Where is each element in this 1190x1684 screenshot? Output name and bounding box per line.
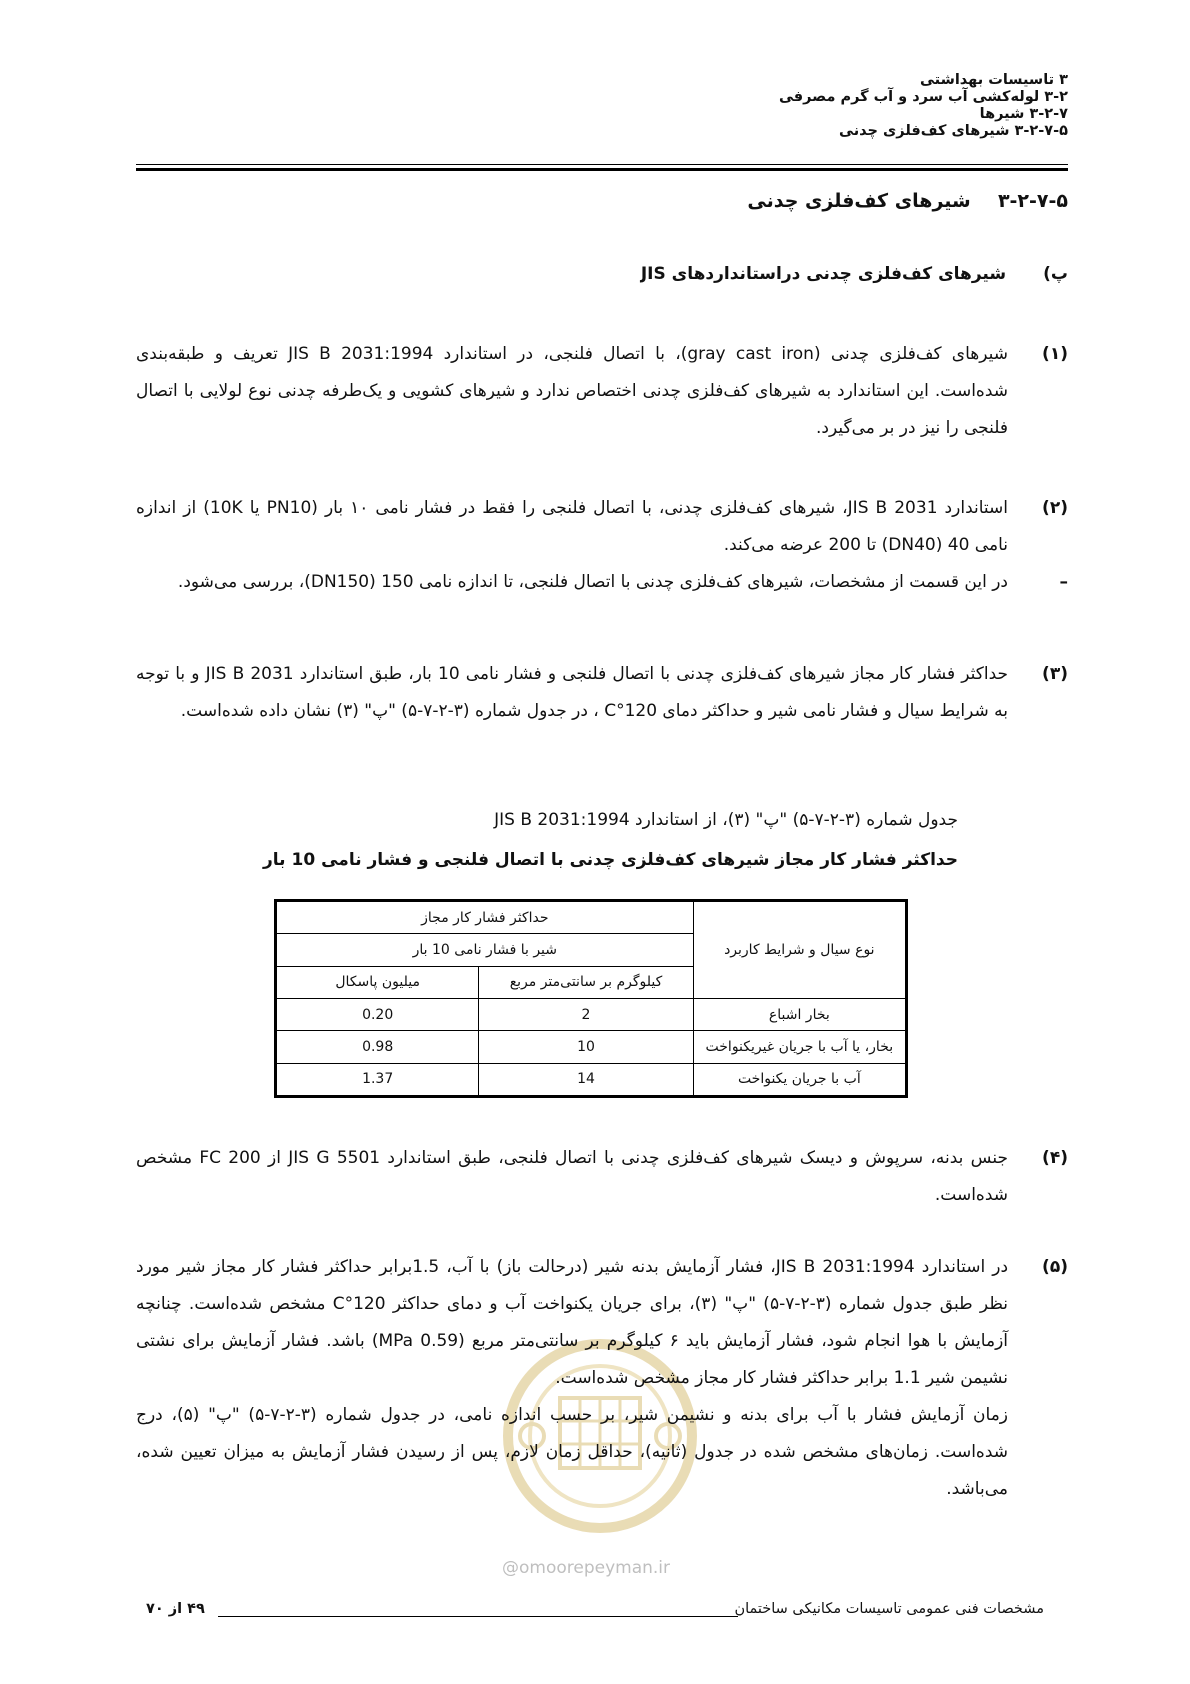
section-title: شیرهای کف‌فلزی چدنی — [747, 190, 971, 212]
pressure-table — [274, 899, 908, 1098]
paragraph-3-number: (۳) — [1042, 664, 1068, 684]
paragraph-1-number: (۱) — [1042, 344, 1068, 364]
dash-item — [136, 564, 1068, 601]
cell-condition: بخار، یا آب با جریان غیریکنواخت — [693, 1031, 906, 1063]
running-header — [468, 72, 1068, 140]
paragraph-3-text: حداکثر فشار کار مجاز شیرهای کف‌فلزی چدنی با اتصال فلنجی و فشار نامی 10 بار، طبق استاندارد JIS B 2031 و با توجه به شرایط سیال و فشار نامی شیر و حداکثر دمای 120°C ، در جدول شماره (۳-۲-۷-۵) "پ" (۳) نشان داده شده‌است. — [136, 664, 1009, 721]
header-condition: نوع سیال و شرایط کاربرد — [693, 901, 906, 999]
header-mpa: میلیون پاسکال — [276, 966, 479, 998]
watermark-site: @omoorepeyman.ir — [502, 1558, 671, 1578]
subsection-heading — [168, 264, 1068, 284]
subsection-title: شیرهای کف‌فلزی چدنی دراستانداردهای JIS — [640, 264, 1007, 284]
table-row — [276, 1063, 907, 1096]
footer-doc-title: مشخصات فنی عمومی تاسیسات مکانیکی ساختمان — [734, 1601, 1044, 1617]
cell-condition: بخار اشباع — [693, 998, 906, 1030]
table-caption: جدول شماره (۳-۲-۷-۵) "پ" (۳)، از استاندارد JIS B 2031:1994 — [494, 810, 958, 830]
cell-mpa: 1.37 — [276, 1063, 479, 1096]
table-row — [276, 1031, 907, 1063]
header-line-4: ۳-۲-۷-۵ شیرهای کف‌فلزی چدنی — [839, 123, 1068, 139]
paragraph-1-text: شیرهای کف‌فلزی چدنی (gray cast iron)، با اتصال فلنجی، در استاندارد JIS B 2031:1994 تعریف و طبقه‌بندی شده‌است. این استاندارد به شیرهای کف‌فلزی چدنی اختصاص ندارد و شیرهای کشویی و یک‌طرفه چدنی نوع لولایی با اتصال فلنجی را نیز در بر می‌گیرد. — [136, 344, 1009, 438]
paragraph-4 — [136, 1140, 1068, 1214]
cell-mpa: 0.20 — [276, 998, 479, 1030]
paragraph-5-number: (۵) — [1042, 1257, 1068, 1277]
paragraph-4-number: (۴) — [1042, 1148, 1068, 1168]
table-row — [276, 998, 907, 1030]
paragraph-2-number: (۲) — [1042, 498, 1068, 518]
header-max-pressure: حداکثر فشار کار مجاز — [276, 901, 694, 934]
paragraph-5-text-a: در استاندارد JIS B 2031:1994، فشار آزمایش بدنه شیر (درحالت باز) با آب، 1.5برابر حداکثر فشار کار مجاز شیر مورد نظر طبق جدول شماره (۳-۲-۷-۵) "پ" (۳)، برای جریان یکنواخت آب و دمای حداکثر 120°C مشخص شده‌است. چنانچه آزمایش با هوا انجام شود، فشار آزمایش باید ۶ کیلوگرم بر سانتی‌متر مربع (0.59 MPa) باشد. فشار آزمایش برای نشتی نشیمن شیر 1.1 برابر حداکثر فشار کار مجاز مشخص شده‌است. — [136, 1257, 1009, 1388]
section-heading — [747, 190, 1068, 212]
paragraph-2 — [136, 490, 1068, 564]
paragraph-5 — [136, 1249, 1068, 1508]
header-rule-thick — [136, 168, 1068, 171]
dash-mark: – — [1059, 572, 1068, 592]
cell-kg: 10 — [479, 1031, 693, 1063]
cell-condition: آب با جریان یکنواخت — [693, 1063, 906, 1096]
header-line-2: ۳-۲ لوله‌کشی آب سرد و آب گرم مصرفی — [778, 89, 1068, 105]
header-rule-thin — [136, 164, 1068, 165]
cell-kg: 14 — [479, 1063, 693, 1096]
header-kg-per-cm2: کیلوگرم بر سانتی‌متر مربع — [479, 966, 693, 998]
header-line-3: ۳-۲-۷ شیرها — [979, 106, 1068, 122]
cell-mpa: 0.98 — [276, 1031, 479, 1063]
dash-item-text: در این قسمت از مشخصات، شیرهای کف‌فلزی چدنی با اتصال فلنجی، تا اندازه نامی 150 (DN150)، بررسی می‌شود. — [177, 572, 1008, 592]
header-nominal-pressure: شیر با فشار نامی 10 بار — [276, 934, 694, 966]
paragraph-3 — [136, 656, 1068, 730]
paragraph-4-text: جنس بدنه، سرپوش و دیسک شیرهای کف‌فلزی چدنی با اتصال فلنجی، طبق استاندارد JIS G 5501 از FC 200 مشخص شده‌است. — [136, 1148, 1008, 1205]
paragraph-5-text-b: زمان آزمایش فشار با آب برای بدنه و نشیمن شیر، بر حسب اندازه نامی، در جدول شماره (۳-۲-۷-۵) "پ" (۵)، درج شده‌است. زمان‌های مشخص شده در جدول (ثانیه)، حداقل زمان لازم، پس از رسیدن فشار آزمایش به میزان تعیین شده، می‌باشد. — [136, 1405, 1009, 1499]
footer-page-number: ۴۹ از ۷۰ — [146, 1601, 205, 1617]
paragraph-2-text: استاندارد JIS B 2031، شیرهای کف‌فلزی چدنی، با اتصال فلنجی را فقط در فشار نامی ۱۰ بار (PN10 یا 10K) از اندازه نامی 40 (DN40) تا 200 عرضه می‌کند. — [136, 498, 1008, 555]
subsection-label: پ) — [1043, 264, 1068, 284]
section-number: ۳-۲-۷-۵ — [997, 190, 1068, 212]
cell-kg: 2 — [479, 998, 693, 1030]
table-title: حداکثر فشار کار مجاز شیرهای کف‌فلزی چدنی با اتصال فلنجی و فشار نامی 10 بار — [263, 850, 958, 870]
footer-rule — [218, 1616, 738, 1617]
header-line-1: ۳ تاسیسات بهداشتی — [919, 72, 1068, 88]
paragraph-1 — [136, 336, 1068, 447]
